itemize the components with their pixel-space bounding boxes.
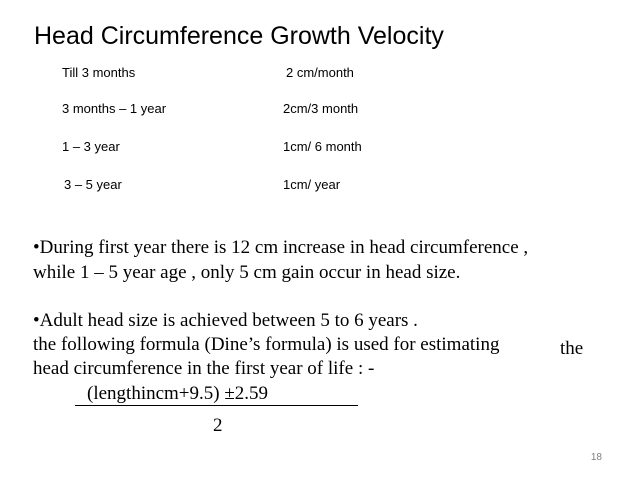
paragraph-adult-head-line3: head circumference in the first year of life : - xyxy=(33,358,375,379)
slide-title: Head Circumference Growth Velocity xyxy=(34,22,444,50)
paragraph-first-year-line2: while 1 – 5 year age , only 5 cm gain occur in head size. xyxy=(33,262,461,283)
table-cell-rate: 1cm/ 6 month xyxy=(283,139,362,154)
formula-denominator: 2 xyxy=(213,415,223,436)
table-cell-rate: 1cm/ year xyxy=(283,177,341,192)
paragraph-first-year-line1: •During first year there is 12 cm increase in head circumference , xyxy=(33,237,529,258)
page-number: 18 xyxy=(590,452,602,463)
table-cell-age: 3 months – 1 year xyxy=(62,101,167,116)
formula-fraction-bar xyxy=(75,405,358,406)
table-cell-rate: 2cm/3 month xyxy=(283,101,359,116)
table-cell-rate: 2 cm/month xyxy=(286,65,354,80)
paragraph-adult-head-line2-tail: the xyxy=(560,338,584,359)
table-cell-age: 3 – 5 year xyxy=(64,177,122,192)
formula-numerator: (lengthincm+9.5) ±2.59 xyxy=(87,383,269,404)
table-cell-age: 1 – 3 year xyxy=(62,139,120,154)
table-cell-age: Till 3 months xyxy=(62,65,136,80)
paragraph-adult-head-line1: •Adult head size is achieved between 5 to 6 years . xyxy=(33,310,418,331)
paragraph-adult-head-line2: the following formula (Dine’s formula) is used for estimating xyxy=(33,334,500,355)
